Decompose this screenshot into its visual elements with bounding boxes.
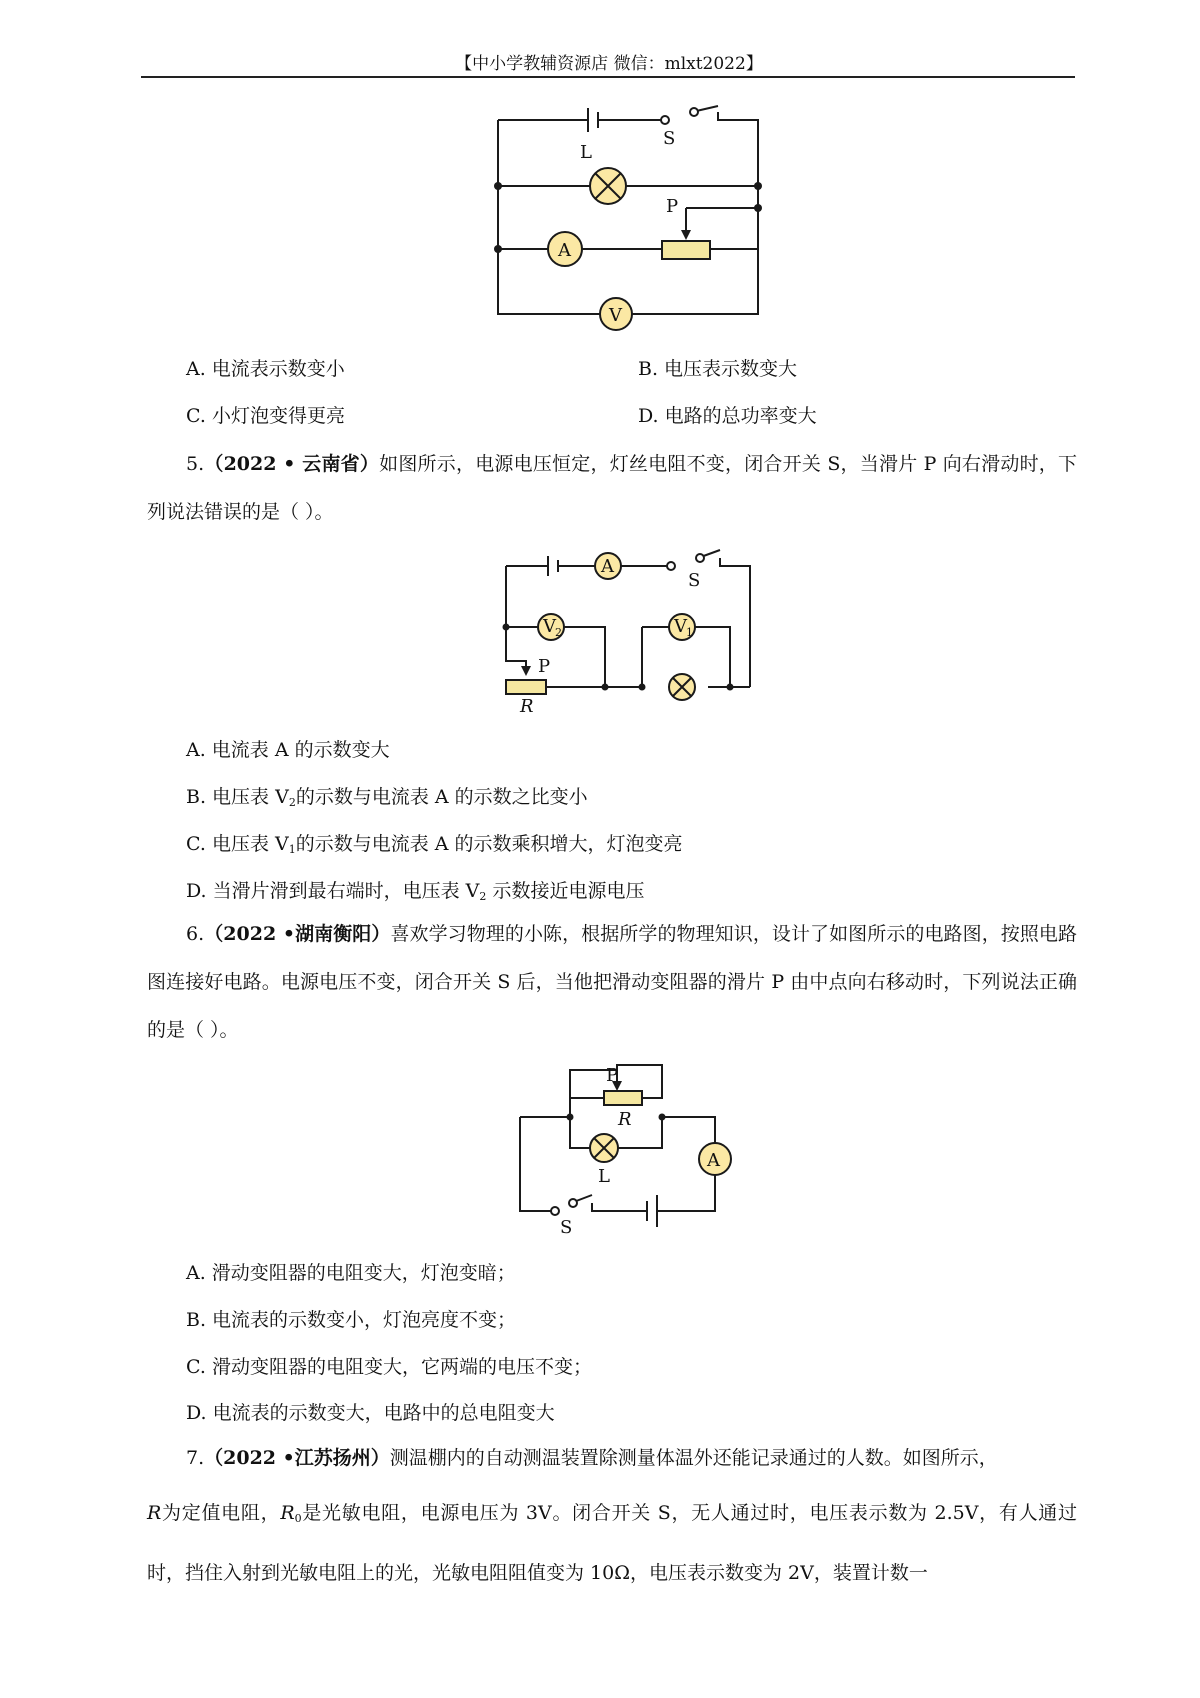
question-7: [147, 1431, 1077, 1601]
q5-number: 5.: [186, 453, 205, 475]
ammeter-label: A: [558, 240, 571, 261]
ammeter-label: A: [601, 556, 614, 577]
q5-option-d: D. 当滑片滑到最右端时，电压表 $V_2$ 示数接近电源电压: [186, 880, 645, 903]
q5-source: （2022 • 云南省）: [204, 453, 380, 475]
slider-label: P: [666, 196, 679, 217]
r-symbol: R: [147, 1502, 162, 1524]
q4-option-b: B. 电压表示数变大: [638, 358, 798, 380]
q7-source: （2022 •江苏扬州）: [204, 1447, 390, 1469]
q5-option-b: B. 电压表 $V_2$的示数与电流表 A 的示数之比变小: [186, 786, 588, 809]
q5-option-a: A. 电流表 A 的示数变大: [186, 739, 390, 761]
resistor-label: R: [520, 696, 534, 717]
slider-label: P: [538, 656, 551, 677]
slider-label: P: [606, 1065, 619, 1086]
switch-label: S: [560, 1217, 573, 1238]
q6-option-b: B. 电流表的示数变小，灯泡亮度不变；: [186, 1309, 517, 1331]
voltmeter-label: V: [609, 305, 622, 326]
switch-label: S: [663, 128, 676, 149]
question-6: [147, 910, 1077, 1054]
q6-stem: 喜欢学习物理的小陈，根据所学的物理知识，设计了如图所示的电路图，按照电路图连接好电路。电源电压不变，闭合开关 S 后，当他把滑动变阻器的滑片 P 由中点向右移动时，下列说法正确的是（ ）。: [147, 923, 1077, 1041]
switch-label: S: [688, 570, 701, 591]
q7-number: 7.: [186, 1447, 205, 1469]
v1-label: V: [674, 616, 687, 637]
q6-option-d: D. 电流表的示数变大，电路中的总电阻变大: [186, 1402, 555, 1424]
q6-number: 6.: [186, 923, 205, 945]
r0-symbol: R: [280, 1502, 295, 1524]
q4-option-d: D. 电路的总功率变大: [638, 405, 817, 427]
q7-stem-line1: 测温棚内的自动测温装置除测量体温外还能记录通过的人数。如图所示，: [389, 1447, 998, 1469]
q7-text-a: 为定值电阻，: [161, 1502, 281, 1524]
circuit-diagram-q6: [510, 1055, 730, 1240]
r0-subscript: 0: [294, 1512, 302, 1525]
q6-option-c: C. 滑动变阻器的电阻变大，它两端的电压不变；: [186, 1356, 592, 1378]
q6-option-a: A. 滑动变阻器的电阻变大，灯泡变暗；: [186, 1262, 516, 1284]
circuit-diagram-q4: [480, 100, 780, 330]
ammeter-label: A: [707, 1150, 720, 1171]
q6-source: （2022 •湖南衡阳）: [204, 923, 391, 945]
header-rule: [141, 76, 1075, 78]
question-5: [147, 440, 1077, 536]
lamp-label: L: [580, 142, 592, 163]
q7-text-b: 是光敏电阻，电源电压为 3V。闭合开关 S，无人通过时，电压表示数为 2.5V，有人通过时，挡住入射到光敏电阻上的光，光敏电阻阻值变为 10Ω，电压表示数变为 2V，装置计数一: [147, 1502, 1077, 1584]
lamp-label: L: [598, 1166, 610, 1187]
circuit-diagram-q5: [490, 550, 760, 720]
v2-label: V: [543, 616, 556, 637]
v2-subscript: 2: [555, 626, 562, 639]
q5-option-c: C. 电压表 $V_1$的示数与电流表 A 的示数乘积增大，灯泡变亮: [186, 833, 683, 856]
page-header: 【中小学教辅资源店 微信：mlxt2022】: [455, 54, 763, 74]
q5-stem: 如图所示，电源电压恒定，灯丝电阻不变，闭合开关 S，当滑片 P 向右滑动时，下列说法错误的是（ ）。: [147, 453, 1077, 523]
v1-subscript: 1: [686, 626, 693, 639]
q4-option-a: A. 电流表示数变小: [186, 358, 345, 380]
resistor-label: R: [618, 1109, 632, 1130]
q4-option-c: C. 小灯泡变得更亮: [186, 405, 345, 427]
